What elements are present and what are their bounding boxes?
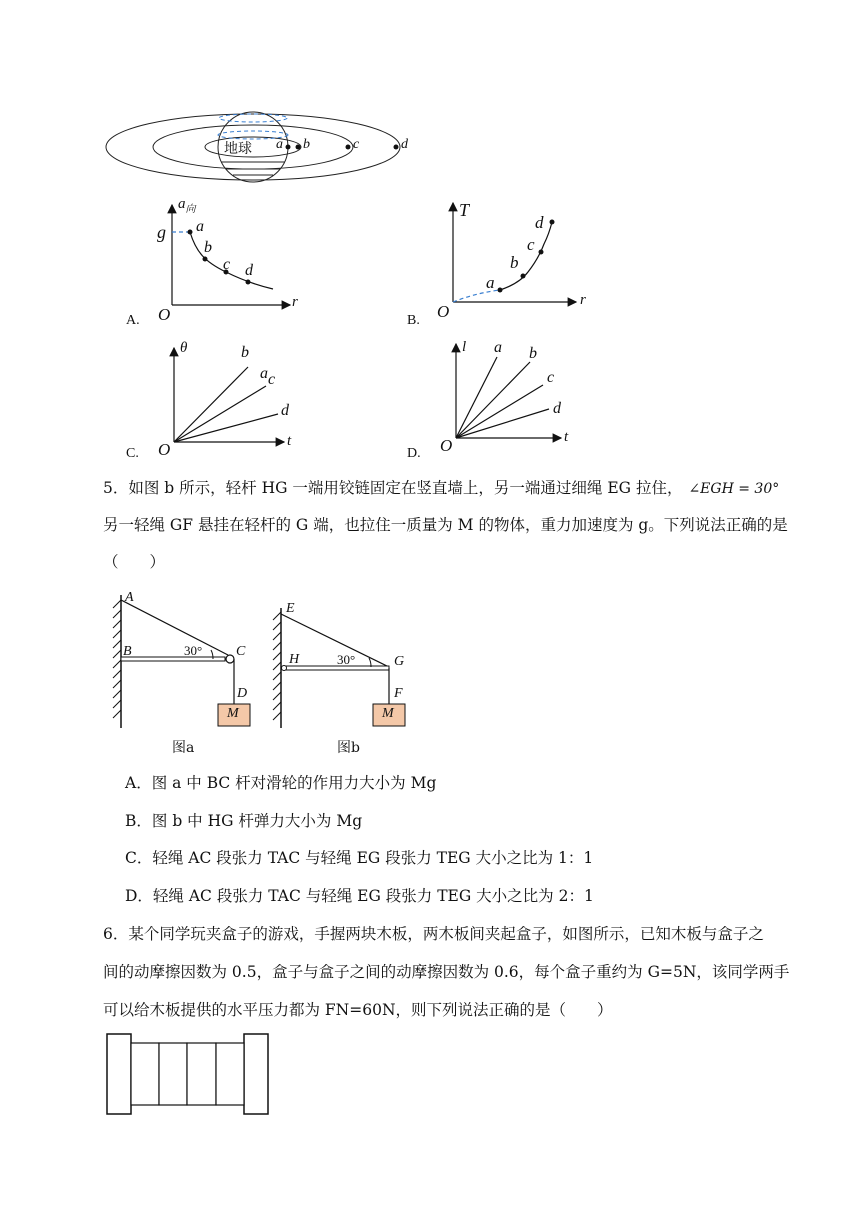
- q5-option-a: A．图 a 中 BC 杆对滑轮的作用力大小为 Mg: [125, 774, 437, 792]
- q5-option-c: C．轻绳 AC 段张力 TAC 与轻绳 EG 段张力 TEG 大小之比为 1：1: [125, 849, 594, 867]
- q5-line1: 5．如图 b 所示，轻杆 HG 一端用铰链固定在竖直墙上，另一端通过细绳 EG 拉住， ∠EGH = 30°: [103, 479, 780, 497]
- satellite-a-label: a: [276, 137, 283, 152]
- fig-a-label-a: A: [125, 590, 134, 605]
- fig-a-label-d: D: [237, 686, 248, 701]
- q6-box-4: [216, 1043, 244, 1105]
- fig-a-label-b: B: [123, 644, 132, 659]
- fig-b-label-f: F: [394, 686, 403, 701]
- graph-c-option: C.: [126, 446, 139, 461]
- graph-a-pt-b: b: [204, 239, 212, 256]
- graph-b-pt-b: b: [510, 253, 519, 272]
- satellite-c-label: c: [353, 137, 360, 152]
- fig-b-mass-label: M: [382, 706, 394, 721]
- q5-option-b: B．图 b 中 HG 杆弹力大小为 Mg: [125, 812, 363, 830]
- graph-c-x-label: t: [287, 433, 292, 449]
- graph-c-line-d-label: d: [281, 402, 289, 419]
- q6-box-2: [159, 1043, 187, 1105]
- q6-left-board: [107, 1034, 131, 1114]
- graph-d-line-a-label: a: [494, 339, 502, 356]
- graph-c-origin: O: [158, 440, 171, 459]
- q6-right-board: [244, 1034, 268, 1114]
- graph-b-pt-a: a: [486, 273, 495, 292]
- q6-line1: 6．某个同学玩夹盒子的游戏，手握两块木板，两木板间夹起盒子，如图所示，已知木板与盒子之: [103, 925, 764, 943]
- fig-a-mass-label: M: [227, 706, 239, 721]
- q6-line2: 间的动摩擦因数为 0.5，盒子与盒子之间的动摩擦因数为 0.6，每个盒子重约为 G=5N，该同学两手: [103, 963, 790, 981]
- graph-b-option: B.: [407, 313, 420, 328]
- graph-c-line-b-label: b: [241, 344, 249, 361]
- graph-c-y-label: θ: [180, 340, 188, 356]
- fig-a-caption: 图a: [172, 740, 195, 756]
- graph-b-y-label: T: [459, 200, 470, 220]
- graph-a-pt-a: a: [196, 218, 204, 235]
- graph-a-origin: O: [158, 305, 171, 324]
- graph-d-option: D.: [407, 446, 421, 461]
- graph-c-line-a-label: a: [260, 365, 268, 382]
- q5-line2: 另一轻绳 GF 悬挂在轻杆的 G 端，也拉住一质量为 M 的物体，重力加速度为 g。下列说法正确的是: [103, 516, 788, 534]
- q6-box-3: [187, 1043, 216, 1105]
- fig-b-label-e: E: [286, 601, 295, 616]
- graph-a-option: A.: [126, 313, 140, 328]
- graph-b-pt-c: c: [527, 235, 535, 254]
- graph-d-line-c-label: c: [547, 369, 555, 386]
- fig-b-angle: 30°: [337, 652, 356, 667]
- graph-d-x-label: t: [564, 429, 569, 445]
- graph-d-y-label: l: [462, 339, 467, 355]
- fig-a-angle: 30°: [184, 643, 203, 658]
- q5-angle: ∠EGH = 30°: [688, 481, 780, 497]
- fig-a-label-c: C: [236, 644, 246, 659]
- satellite-b-label: b: [303, 137, 310, 152]
- graph-b-x-label: r: [580, 292, 586, 308]
- graph-a-g-mark: g: [157, 222, 166, 242]
- earth-label: 地球: [224, 142, 252, 157]
- q6-line3: 可以给木板提供的水平压力都为 FN=60N，则下列说法正确的是（ ）: [103, 1001, 613, 1019]
- graph-b-origin: O: [437, 302, 450, 321]
- graph-a-y-label: $a_向$: [178, 196, 196, 215]
- q5-paren: （ ）: [103, 553, 166, 571]
- graph-a-x-label: r: [292, 294, 298, 310]
- q6-box-1: [131, 1043, 159, 1105]
- q5-option-d: D．轻绳 AC 段张力 TAC 与轻绳 EG 段张力 TEG 大小之比为 2：1: [125, 887, 594, 905]
- fig-b-caption: 图b: [337, 740, 360, 756]
- fig-b-label-h: H: [289, 652, 300, 667]
- satellite-d-label: d: [401, 137, 408, 152]
- graph-c-line-c-label: c: [268, 371, 276, 388]
- graph-a-pt-d: d: [245, 262, 253, 279]
- graph-d-line-b-label: b: [529, 345, 537, 362]
- graph-d-origin: O: [440, 436, 453, 455]
- graph-d-line-d-label: d: [553, 400, 561, 417]
- fig-b-label-g: G: [394, 654, 405, 669]
- graph-b-pt-d: d: [535, 213, 544, 232]
- graph-a-pt-c: c: [223, 256, 231, 273]
